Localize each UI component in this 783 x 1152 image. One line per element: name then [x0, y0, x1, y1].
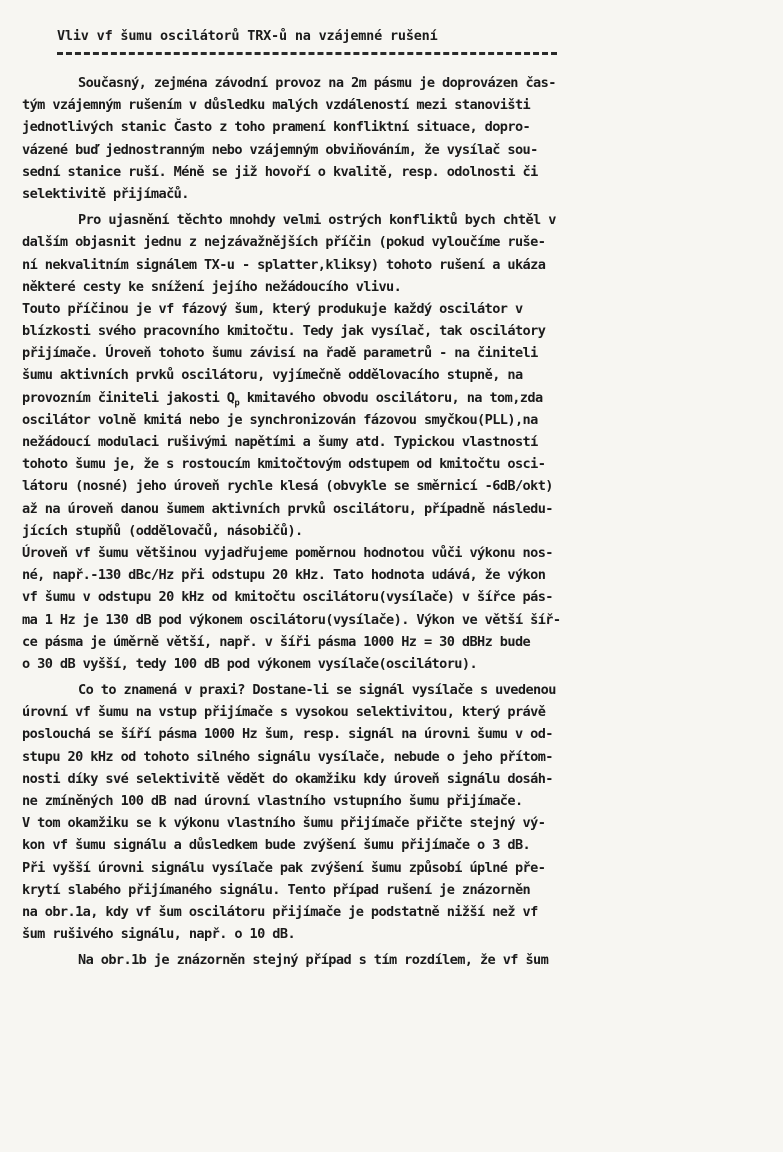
text-line: [0, 834, 783, 856]
text-line: [0, 923, 783, 945]
text-line: [0, 679, 783, 701]
text-line-content: tohoto šumu je, že s rostoucím kmitočtovým odstupem od kmitočtu osci-: [22, 456, 546, 473]
text-line-content: nosti díky své selektivitě vědět do okamžiku kdy úroveň signálu dosáh-: [22, 770, 553, 787]
text-line: [0, 209, 783, 231]
text-line: [0, 520, 783, 542]
title-dashed-underline: [57, 52, 557, 55]
text-line-content: V tom okamžiku se k výkonu vlastního šumu přijímače přičte stejný vý-: [22, 815, 546, 832]
text-line: [0, 812, 783, 834]
text-line-content: šumu aktivních prvků oscilátoru, vyjímečně oddělovacího stupně, na: [22, 367, 523, 384]
text-line: [0, 631, 783, 653]
text-line-content: šum rušivého signálu, např. o 10 dB.: [22, 926, 296, 943]
text-line: [0, 609, 783, 631]
subscript-text: p: [234, 398, 240, 409]
text-line-content: až na úroveň danou šumem aktivních prvků oscilátoru, případně následu-: [22, 500, 553, 517]
text-line: [0, 72, 783, 94]
text-line: [0, 653, 783, 675]
text-line-content: nežádoucí modulaci rušivými napětími a šumy atd. Typickou vlastností: [22, 434, 538, 450]
text-line-content: přijímače. Úroveň tohoto šumu závisí na řadě parametrů - na činiteli: [22, 345, 538, 362]
text-line: [0, 857, 783, 879]
text-line-content: Úroveň vf šumu většinou vyjadřujeme poměrnou hodnotou vůči výkonu nos-: [22, 544, 553, 561]
text-line-content: Současný, zejména závodní provoz na 2m pásmu je doprovázen čas-: [78, 75, 556, 91]
text-line: [0, 768, 783, 790]
text-line-content: né, např.-130 dBc/Hz při odstupu 20 kHz. Tato hodnota udává, že výkon: [22, 567, 546, 584]
text-line: [0, 231, 783, 253]
text-line-content: ne zmíněných 100 dB nad úrovní vlastního vstupního šumu přijímače.: [22, 793, 523, 809]
text-line-content: ní nekvalitním signálem TX-u - splatter,kliksy) tohoto rušení a ukáza: [22, 256, 546, 273]
text-line: [0, 790, 783, 812]
text-line: [0, 276, 783, 298]
text-line: [0, 409, 783, 431]
text-line: [0, 342, 783, 364]
text-line-content: Touto příčinou je vf fázový šum, který produkuje každý oscilátor v: [22, 300, 523, 317]
text-line: [0, 564, 783, 586]
text-line-content: o 30 dB vyšší, tedy 100 dB pod výkonem vysílače(oscilátoru).: [22, 655, 478, 672]
text-line-content: Při vyšší úrovni signálu vysílače pak zvýšení šumu způsobí úplné pře-: [22, 859, 546, 876]
text-line-content: oscilátor volně kmitá nebo je synchronizován fázovou smyčkou(PLL),na: [22, 411, 538, 428]
text-line: [0, 116, 783, 138]
text-line: [0, 901, 783, 923]
text-line: [0, 320, 783, 342]
text-line-content: selektivitě přijímačů.: [22, 185, 189, 202]
text-line-content: Co to znamená v praxi? Dostane-li se signál vysílače s uvedenou: [78, 682, 556, 699]
text-line-content: poslouchá se šíří pásma 1000 Hz šum, resp. signál na úrovni šumu v od-: [22, 726, 553, 743]
text-line-content: blízkosti svého pracovního kmitočtu. Tedy jak vysílač, tak oscilátory: [22, 323, 546, 340]
text-line-content: jednotlivých stanic Často z toho pramení konfliktní situace, dopro-: [22, 119, 531, 136]
text-line-content: Pro ujasnění těchto mnohdy velmi ostrých konfliktů bych chtěl v: [78, 212, 556, 229]
text-line-content: krytí slabého přijímaného signálu. Tento případ rušení je znázorněn: [22, 881, 531, 898]
text-line: [0, 949, 783, 971]
text-line-content: dalším objasnit jednu z nejzávažnějších příčin (pokud vyloučíme ruše-: [22, 234, 546, 251]
text-line-content: látoru (nosné) jeho úroveň rychle klesá (obvykle se směrnicí -6dB/okt): [22, 478, 553, 495]
text-line: [0, 183, 783, 205]
text-line: [0, 723, 783, 745]
text-line: [0, 298, 783, 320]
text-line: [0, 139, 783, 161]
text-line-content: úrovní vf šumu na vstup přijímače s vysokou selektivitou, který právě: [22, 704, 546, 721]
text-line: [0, 364, 783, 386]
text-line-content: na obr.1a, kdy vf šum oscilátoru přijímače je podstatně nižší než vf: [22, 903, 538, 920]
text-line-content: sední stanice ruší. Méně se již hovoří o kvalitě, resp. odolnosti či: [22, 163, 538, 180]
text-line: [0, 746, 783, 768]
text-line-content: kon vf šumu signálu a důsledkem bude zvýšení šumu přijímače o 3 dB.: [22, 837, 531, 854]
text-line: [0, 879, 783, 901]
text-line: [0, 387, 783, 409]
text-line: [0, 542, 783, 564]
text-line: [0, 161, 783, 183]
text-line-content: některé cesty ke snížení jejího nežádoucího vlivu.: [22, 278, 402, 295]
text-line: [0, 453, 783, 475]
text-line-continuation: kmitavého obvodu oscilátoru, na tom,zda: [239, 389, 543, 406]
text-line-content: vázené buď jednostranným nebo vzájemným obviňováním, že vysílač sou-: [22, 141, 538, 158]
text-line-content: Na obr.1b je znázorněn stejný případ s tím rozdílem, že vf šum: [78, 952, 549, 969]
text-line-content: provozním činiteli jakosti Q: [22, 389, 235, 406]
text-line-content: ce pásma je úměrně větší, např. v šíři pásma 1000 Hz = 30 dBHz bude: [22, 633, 531, 650]
text-line-content: jících stupňů (oddělovačů, násobičů).: [22, 522, 303, 539]
text-line: [0, 254, 783, 276]
text-line: [0, 701, 783, 723]
text-line: [0, 498, 783, 520]
text-line: [0, 475, 783, 497]
text-line: [0, 586, 783, 608]
text-line: [0, 431, 783, 453]
document-body: [0, 72, 783, 972]
text-line-content: vf šumu v odstupu 20 kHz od kmitočtu oscilátoru(vysílače) v šířce pás-: [22, 589, 553, 606]
text-line-content: ma 1 Hz je 130 dB pod výkonem oscilátoru(vysílače). Výkon ve větší šíř-: [22, 611, 561, 628]
text-line: [0, 94, 783, 116]
document-title: Vliv vf šumu oscilátorů TRX-ů na vzájemné rušení: [57, 28, 438, 44]
text-line-content: tým vzájemným rušením v důsledku malých vzdáleností mezi stanovišti: [22, 97, 531, 114]
text-line-content: stupu 20 kHz od tohoto silného signálu vysílače, nebude o jeho přítom-: [22, 748, 553, 765]
